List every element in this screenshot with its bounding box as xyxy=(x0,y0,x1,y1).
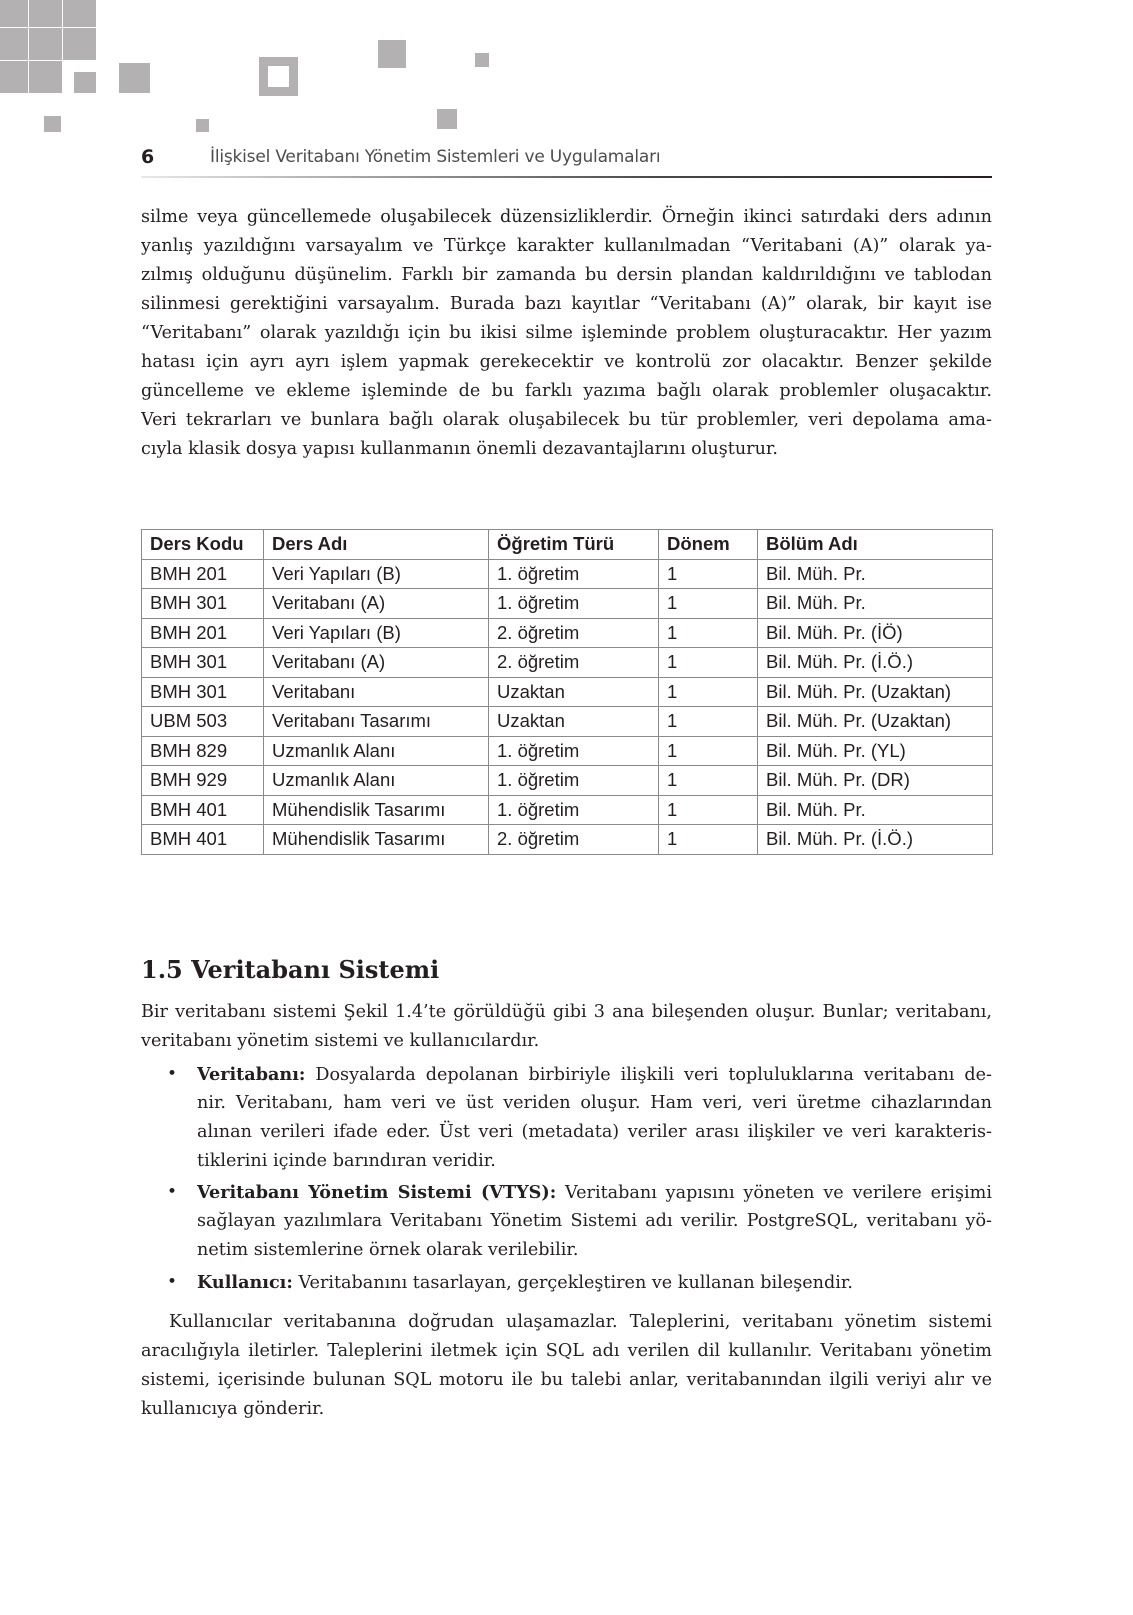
table-row xyxy=(142,618,993,648)
table-cell: 1 xyxy=(659,825,758,855)
decor-hollow-square xyxy=(259,57,298,96)
bullet-term: Veritabanı Yönetim Sistemi (VTYS): xyxy=(197,1182,557,1203)
text-line: silinmesi gerektiğini varsayalım. Burada bazı kayıtlar “Veritabanı (A)” olarak, bir kayıt ise xyxy=(141,294,992,314)
table-cell: BMH 301 xyxy=(142,648,264,678)
text-line: hatası için ayrı ayrı işlem yapmak gerekecektir ve kontrolü zor olacaktır. Benzer şekilde xyxy=(141,352,992,372)
column-header: Bölüm Adı xyxy=(758,530,993,560)
table-cell: Veri Yapıları (B) xyxy=(264,618,489,648)
column-header: Dönem xyxy=(659,530,758,560)
table-cell: BMH 301 xyxy=(142,677,264,707)
running-head xyxy=(141,146,992,176)
table-cell: 1 xyxy=(659,589,758,619)
table-cell: Veri Yapıları (B) xyxy=(264,559,489,589)
table-cell: 2. öğretim xyxy=(489,618,659,648)
text-line: tiklerini içinde barındıran veridir. xyxy=(197,1151,496,1171)
table-cell: BMH 201 xyxy=(142,559,264,589)
table-cell: 1. öğretim xyxy=(489,766,659,796)
table-cell: BMH 401 xyxy=(142,825,264,855)
table-cell: 2. öğretim xyxy=(489,825,659,855)
text-line: kullanıcıya gönderir. xyxy=(141,1399,325,1419)
decor-square xyxy=(378,40,406,68)
table-cell: Veritabanı (A) xyxy=(264,589,489,619)
bullet-text: Veritabanı yapısını yöneten ve verilere erişimi xyxy=(565,1183,992,1203)
table-cell: 1 xyxy=(659,618,758,648)
table-cell: 1. öğretim xyxy=(489,795,659,825)
text-line: cıyla klasik dosya yapısı kullanmanın önemli dezavantajlarını oluşturur. xyxy=(141,439,778,459)
table-cell: Mühendislik Tasarımı xyxy=(264,825,489,855)
text-line: alınan verileri ifade eder. Üst veri (metadata) veriler arası ilişkiler ve veri karakteris- xyxy=(197,1122,992,1142)
table-cell: 1 xyxy=(659,707,758,737)
table-row xyxy=(142,648,993,678)
table-cell: 1. öğretim xyxy=(489,736,659,766)
text-line: aracılığıyla iletirler. Taleplerini iletmek için SQL adı verilen dil kullanılır. Veritabanı yönetim xyxy=(141,1341,992,1361)
bullet-icon: • xyxy=(167,1064,178,1084)
text-line: nir. Veritabanı, ham veri ve üst veriden oluşur. Ham veri, veri üretme cihazlarından xyxy=(197,1093,992,1113)
table-cell: Veritabanı (A) xyxy=(264,648,489,678)
table-cell: 1 xyxy=(659,766,758,796)
decor-square xyxy=(63,28,96,60)
table-cell: Mühendislik Tasarımı xyxy=(264,795,489,825)
table-cell: Bil. Müh. Pr. (İ.Ö.) xyxy=(758,648,993,678)
table-cell: Uzaktan xyxy=(489,707,659,737)
decor-square xyxy=(437,109,457,129)
bullet-icon: • xyxy=(167,1272,178,1292)
book-title: İlişkisel Veritabanı Yönetim Sistemleri ve Uygulamaları xyxy=(210,147,661,167)
table-cell: 1 xyxy=(659,559,758,589)
table-cell: Bil. Müh. Pr. xyxy=(758,589,993,619)
table-row xyxy=(142,707,993,737)
table-cell: 1. öğretim xyxy=(489,589,659,619)
table-row xyxy=(142,677,993,707)
table-cell: BMH 301 xyxy=(142,589,264,619)
table-cell: 1. öğretim xyxy=(489,559,659,589)
table-cell: 1 xyxy=(659,677,758,707)
header-rule xyxy=(141,176,992,178)
table-cell: BMH 401 xyxy=(142,795,264,825)
bullet-term: Veritabanı: xyxy=(197,1064,306,1085)
decor-square xyxy=(196,119,209,132)
decor-square xyxy=(0,28,28,60)
course-table xyxy=(141,529,993,855)
table-cell: Uzaktan xyxy=(489,677,659,707)
table-body xyxy=(142,559,993,854)
text-line: veritabanı yönetim sistemi ve kullanıcılardır. xyxy=(141,1031,540,1051)
column-header: Ders Kodu xyxy=(142,530,264,560)
table-cell: Bil. Müh. Pr. (YL) xyxy=(758,736,993,766)
table-cell: 2. öğretim xyxy=(489,648,659,678)
page-number: 6 xyxy=(141,146,155,168)
table-row xyxy=(142,766,993,796)
decor-square xyxy=(29,0,62,27)
table-cell: BMH 201 xyxy=(142,618,264,648)
table-cell: BMH 929 xyxy=(142,766,264,796)
decor-square xyxy=(29,61,62,93)
bullet-text: Veritabanını tasarlayan, gerçekleştiren ve kullanan bileşendir. xyxy=(298,1273,853,1293)
text-line: silme veya güncellemede oluşabilecek düzensizliklerdir. Örneğin ikinci satırdaki ders adının xyxy=(141,207,992,227)
table-cell: 1 xyxy=(659,736,758,766)
bullet-icon: • xyxy=(167,1182,178,1202)
table-cell: Bil. Müh. Pr. (İ.Ö.) xyxy=(758,825,993,855)
text-line: Kullanıcılar veritabanına doğrudan ulaşamazlar. Taleplerini, veritabanı yönetim sistemi xyxy=(169,1312,992,1332)
bullet-text: Dosyalarda depolanan birbiriyle ilişkili veri topluluklarına veritabanı de- xyxy=(315,1065,992,1085)
table-cell: Bil. Müh. Pr. xyxy=(758,795,993,825)
table-row xyxy=(142,736,993,766)
column-header: Ders Adı xyxy=(264,530,489,560)
table-row xyxy=(142,559,993,589)
table-row xyxy=(142,825,993,855)
table-cell: Bil. Müh. Pr. (Uzaktan) xyxy=(758,677,993,707)
decor-square xyxy=(0,0,28,27)
table-cell: 1 xyxy=(659,648,758,678)
section-title: 1.5 Veritabanı Sistemi xyxy=(141,955,440,984)
column-header: Öğretim Türü xyxy=(489,530,659,560)
decor-square xyxy=(44,116,61,132)
text-line: güncelleme ve ekleme işleminde de bu farklı yazıma bağlı olarak problemler oluşacaktır. xyxy=(141,381,992,401)
table-row xyxy=(142,589,993,619)
table-cell: BMH 829 xyxy=(142,736,264,766)
text-line: yanlış yazıldığını varsayalım ve Türkçe karakter kullanılmadan “Veritabani (A)” olarak ya- xyxy=(141,236,992,256)
table-row xyxy=(142,795,993,825)
table-cell: 1 xyxy=(659,795,758,825)
table-cell: Veritabanı xyxy=(264,677,489,707)
text-line: zılmış olduğunu düşünelim. Farklı bir zamanda bu dersin plandan kaldırıldığını ve tablodan xyxy=(141,265,992,285)
text-line: “Veritabanı” olarak yazıldığı için bu ikisi silme işleminde problem oluşturacaktır. Her yazım xyxy=(141,323,992,343)
decor-square xyxy=(475,53,489,67)
table-cell: Veritabanı Tasarımı xyxy=(264,707,489,737)
decor-square xyxy=(63,0,96,27)
text-line: Bir veritabanı sistemi Şekil 1.4’te görüldüğü gibi 3 ana bileşenden oluşur. Bunlar; veritabanı, xyxy=(141,1002,992,1022)
text-line: sistemi, içerisinde bulunan SQL motoru ile bu talebi anlar, veritabanından ilgili veriyi alır ve xyxy=(141,1370,992,1390)
section-intro xyxy=(141,998,992,1056)
decor-square xyxy=(119,63,150,93)
table-cell: Bil. Müh. Pr. (Uzaktan) xyxy=(758,707,993,737)
bullet-term: Kullanıcı: xyxy=(197,1272,293,1293)
table-header-row xyxy=(142,530,993,560)
table-cell: UBM 503 xyxy=(142,707,264,737)
table-cell: Bil. Müh. Pr. (İÖ) xyxy=(758,618,993,648)
decor-square xyxy=(0,61,28,93)
text-line: netim sistemlerine örnek olarak verilebilir. xyxy=(197,1240,579,1260)
text-line: Veri tekrarları ve bunlara bağlı olarak oluşabilecek bu tür problemler, veri depolama ama- xyxy=(141,410,992,430)
table-cell: Bil. Müh. Pr. (DR) xyxy=(758,766,993,796)
closing-paragraph xyxy=(141,1308,992,1424)
table-cell: Uzmanlık Alanı xyxy=(264,766,489,796)
decor-square xyxy=(74,72,96,93)
table-cell: Uzmanlık Alanı xyxy=(264,736,489,766)
decor-square xyxy=(29,28,62,60)
intro-paragraph xyxy=(141,203,992,464)
table-cell: Bil. Müh. Pr. xyxy=(758,559,993,589)
text-line: sağlayan yazılımlara Veritabanı Yönetim Sistemi adı verilir. PostgreSQL, veritabanı yö- xyxy=(197,1211,992,1231)
